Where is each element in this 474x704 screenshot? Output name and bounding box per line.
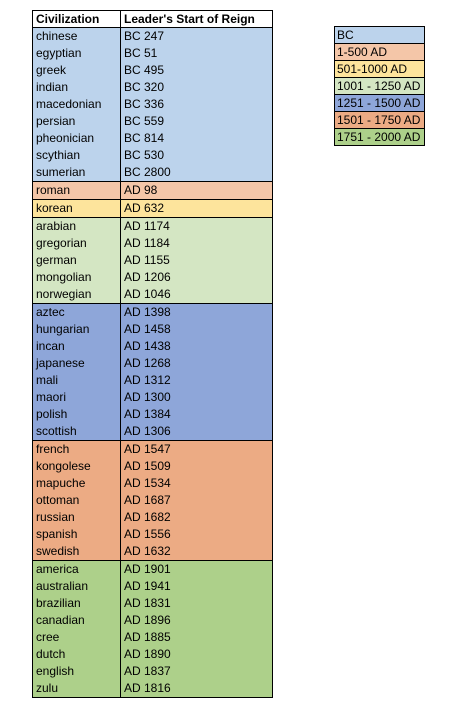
legend-item: 1251 - 1500 AD bbox=[335, 95, 425, 112]
civilization-cell: kongolese bbox=[33, 458, 121, 475]
civilization-cell: aztec bbox=[33, 304, 121, 322]
reign-start-cell: AD 632 bbox=[121, 200, 273, 218]
reign-start-cell: AD 1306 bbox=[121, 423, 273, 441]
legend-item: 1501 - 1750 AD bbox=[335, 112, 425, 129]
civilization-cell: zulu bbox=[33, 680, 121, 698]
header-reign-start: Leader's Start of Reign bbox=[121, 11, 273, 28]
table-row bbox=[33, 629, 273, 646]
civilization-cell: canadian bbox=[33, 612, 121, 629]
reign-start-cell: AD 1837 bbox=[121, 663, 273, 680]
table-row bbox=[33, 561, 273, 579]
table-row bbox=[33, 663, 273, 680]
table-row bbox=[33, 79, 273, 96]
civilization-table bbox=[32, 10, 273, 698]
civilization-cell: roman bbox=[33, 182, 121, 200]
legend-row bbox=[335, 112, 425, 129]
table-row bbox=[33, 389, 273, 406]
reign-start-cell: BC 814 bbox=[121, 130, 273, 147]
civilization-cell: incan bbox=[33, 338, 121, 355]
civilization-cell: french bbox=[33, 441, 121, 459]
reign-start-cell: AD 1184 bbox=[121, 235, 273, 252]
table-row bbox=[33, 218, 273, 236]
reign-start-cell: AD 1896 bbox=[121, 612, 273, 629]
civilization-cell: hungarian bbox=[33, 321, 121, 338]
reign-start-cell: AD 1682 bbox=[121, 509, 273, 526]
civilization-cell: norwegian bbox=[33, 286, 121, 304]
table-row bbox=[33, 578, 273, 595]
legend-row bbox=[335, 44, 425, 61]
legend-row bbox=[335, 27, 425, 44]
civilization-cell: cree bbox=[33, 629, 121, 646]
table-row bbox=[33, 304, 273, 322]
reign-start-cell: AD 1384 bbox=[121, 406, 273, 423]
civilization-cell: america bbox=[33, 561, 121, 579]
civilization-cell: pheonician bbox=[33, 130, 121, 147]
civilization-cell: mapuche bbox=[33, 475, 121, 492]
civilization-cell: german bbox=[33, 252, 121, 269]
legend-item: 1001 - 1250 AD bbox=[335, 78, 425, 95]
civilization-cell: persian bbox=[33, 113, 121, 130]
reign-start-cell: AD 1206 bbox=[121, 269, 273, 286]
table-body bbox=[33, 28, 273, 698]
table-row bbox=[33, 423, 273, 441]
civilization-cell: brazilian bbox=[33, 595, 121, 612]
civilization-cell: gregorian bbox=[33, 235, 121, 252]
table-row bbox=[33, 338, 273, 355]
civilization-cell: spanish bbox=[33, 526, 121, 543]
legend-row bbox=[335, 61, 425, 78]
reign-start-cell: AD 98 bbox=[121, 182, 273, 200]
table-row bbox=[33, 269, 273, 286]
table-row bbox=[33, 509, 273, 526]
reign-start-cell: AD 1534 bbox=[121, 475, 273, 492]
civilization-cell: english bbox=[33, 663, 121, 680]
reign-start-cell: BC 247 bbox=[121, 28, 273, 46]
reign-start-cell: BC 559 bbox=[121, 113, 273, 130]
header-row bbox=[33, 11, 273, 28]
reign-start-cell: AD 1556 bbox=[121, 526, 273, 543]
reign-start-cell: AD 1632 bbox=[121, 543, 273, 561]
reign-start-cell: AD 1174 bbox=[121, 218, 273, 236]
reign-start-cell: BC 51 bbox=[121, 45, 273, 62]
table-row bbox=[33, 441, 273, 459]
civilization-cell: indian bbox=[33, 79, 121, 96]
civilization-cell: mali bbox=[33, 372, 121, 389]
civilization-cell: chinese bbox=[33, 28, 121, 46]
header-civilization: Civilization bbox=[33, 11, 121, 28]
reign-start-cell: AD 1458 bbox=[121, 321, 273, 338]
legend-item: 501-1000 AD bbox=[335, 61, 425, 78]
table-row bbox=[33, 321, 273, 338]
civilization-cell: macedonian bbox=[33, 96, 121, 113]
civilization-cell: mongolian bbox=[33, 269, 121, 286]
reign-start-cell: AD 1438 bbox=[121, 338, 273, 355]
civilization-cell: russian bbox=[33, 509, 121, 526]
table-row bbox=[33, 113, 273, 130]
reign-start-cell: BC 336 bbox=[121, 96, 273, 113]
table-row bbox=[33, 372, 273, 389]
table-row bbox=[33, 182, 273, 200]
reign-start-cell: BC 495 bbox=[121, 62, 273, 79]
civilization-cell: greek bbox=[33, 62, 121, 79]
civilization-cell: korean bbox=[33, 200, 121, 218]
civilization-cell: scythian bbox=[33, 147, 121, 164]
reign-start-cell: AD 1816 bbox=[121, 680, 273, 698]
table-row bbox=[33, 147, 273, 164]
reign-start-cell: AD 1831 bbox=[121, 595, 273, 612]
civilization-cell: polish bbox=[33, 406, 121, 423]
table-row bbox=[33, 355, 273, 372]
legend-body bbox=[335, 27, 425, 146]
reign-start-cell: AD 1687 bbox=[121, 492, 273, 509]
reign-start-cell: AD 1398 bbox=[121, 304, 273, 322]
reign-start-cell: AD 1901 bbox=[121, 561, 273, 579]
table-row bbox=[33, 28, 273, 46]
civilization-cell: dutch bbox=[33, 646, 121, 663]
table-row bbox=[33, 612, 273, 629]
table-row bbox=[33, 680, 273, 698]
reign-start-cell: AD 1155 bbox=[121, 252, 273, 269]
table-row bbox=[33, 235, 273, 252]
reign-start-cell: AD 1312 bbox=[121, 372, 273, 389]
table-row bbox=[33, 45, 273, 62]
table-row bbox=[33, 252, 273, 269]
reign-start-cell: BC 530 bbox=[121, 147, 273, 164]
legend-row bbox=[335, 95, 425, 112]
table-row bbox=[33, 286, 273, 304]
table-row bbox=[33, 130, 273, 147]
table-row bbox=[33, 526, 273, 543]
legend-item: 1751 - 2000 AD bbox=[335, 129, 425, 146]
civilization-cell: australian bbox=[33, 578, 121, 595]
legend-row bbox=[335, 78, 425, 95]
civilization-cell: ottoman bbox=[33, 492, 121, 509]
table-row bbox=[33, 646, 273, 663]
civilization-cell: sumerian bbox=[33, 164, 121, 182]
civilization-cell: scottish bbox=[33, 423, 121, 441]
reign-start-cell: AD 1941 bbox=[121, 578, 273, 595]
era-legend bbox=[334, 26, 425, 146]
reign-start-cell: AD 1547 bbox=[121, 441, 273, 459]
table-row bbox=[33, 62, 273, 79]
reign-start-cell: AD 1300 bbox=[121, 389, 273, 406]
table-row bbox=[33, 200, 273, 218]
legend-item: 1-500 AD bbox=[335, 44, 425, 61]
civilization-cell: egyptian bbox=[33, 45, 121, 62]
reign-start-cell: BC 2800 bbox=[121, 164, 273, 182]
civilization-cell: swedish bbox=[33, 543, 121, 561]
civilization-cell: japanese bbox=[33, 355, 121, 372]
reign-start-cell: AD 1046 bbox=[121, 286, 273, 304]
table-row bbox=[33, 595, 273, 612]
table-row bbox=[33, 492, 273, 509]
civilization-cell: maori bbox=[33, 389, 121, 406]
table-row bbox=[33, 406, 273, 423]
table-row bbox=[33, 458, 273, 475]
table-row bbox=[33, 543, 273, 561]
legend-row bbox=[335, 129, 425, 146]
table-row bbox=[33, 475, 273, 492]
table-row bbox=[33, 164, 273, 182]
legend-item: BC bbox=[335, 27, 425, 44]
civilization-cell: arabian bbox=[33, 218, 121, 236]
reign-start-cell: AD 1509 bbox=[121, 458, 273, 475]
reign-start-cell: BC 320 bbox=[121, 79, 273, 96]
reign-start-cell: AD 1885 bbox=[121, 629, 273, 646]
reign-start-cell: AD 1890 bbox=[121, 646, 273, 663]
reign-start-cell: AD 1268 bbox=[121, 355, 273, 372]
table-row bbox=[33, 96, 273, 113]
